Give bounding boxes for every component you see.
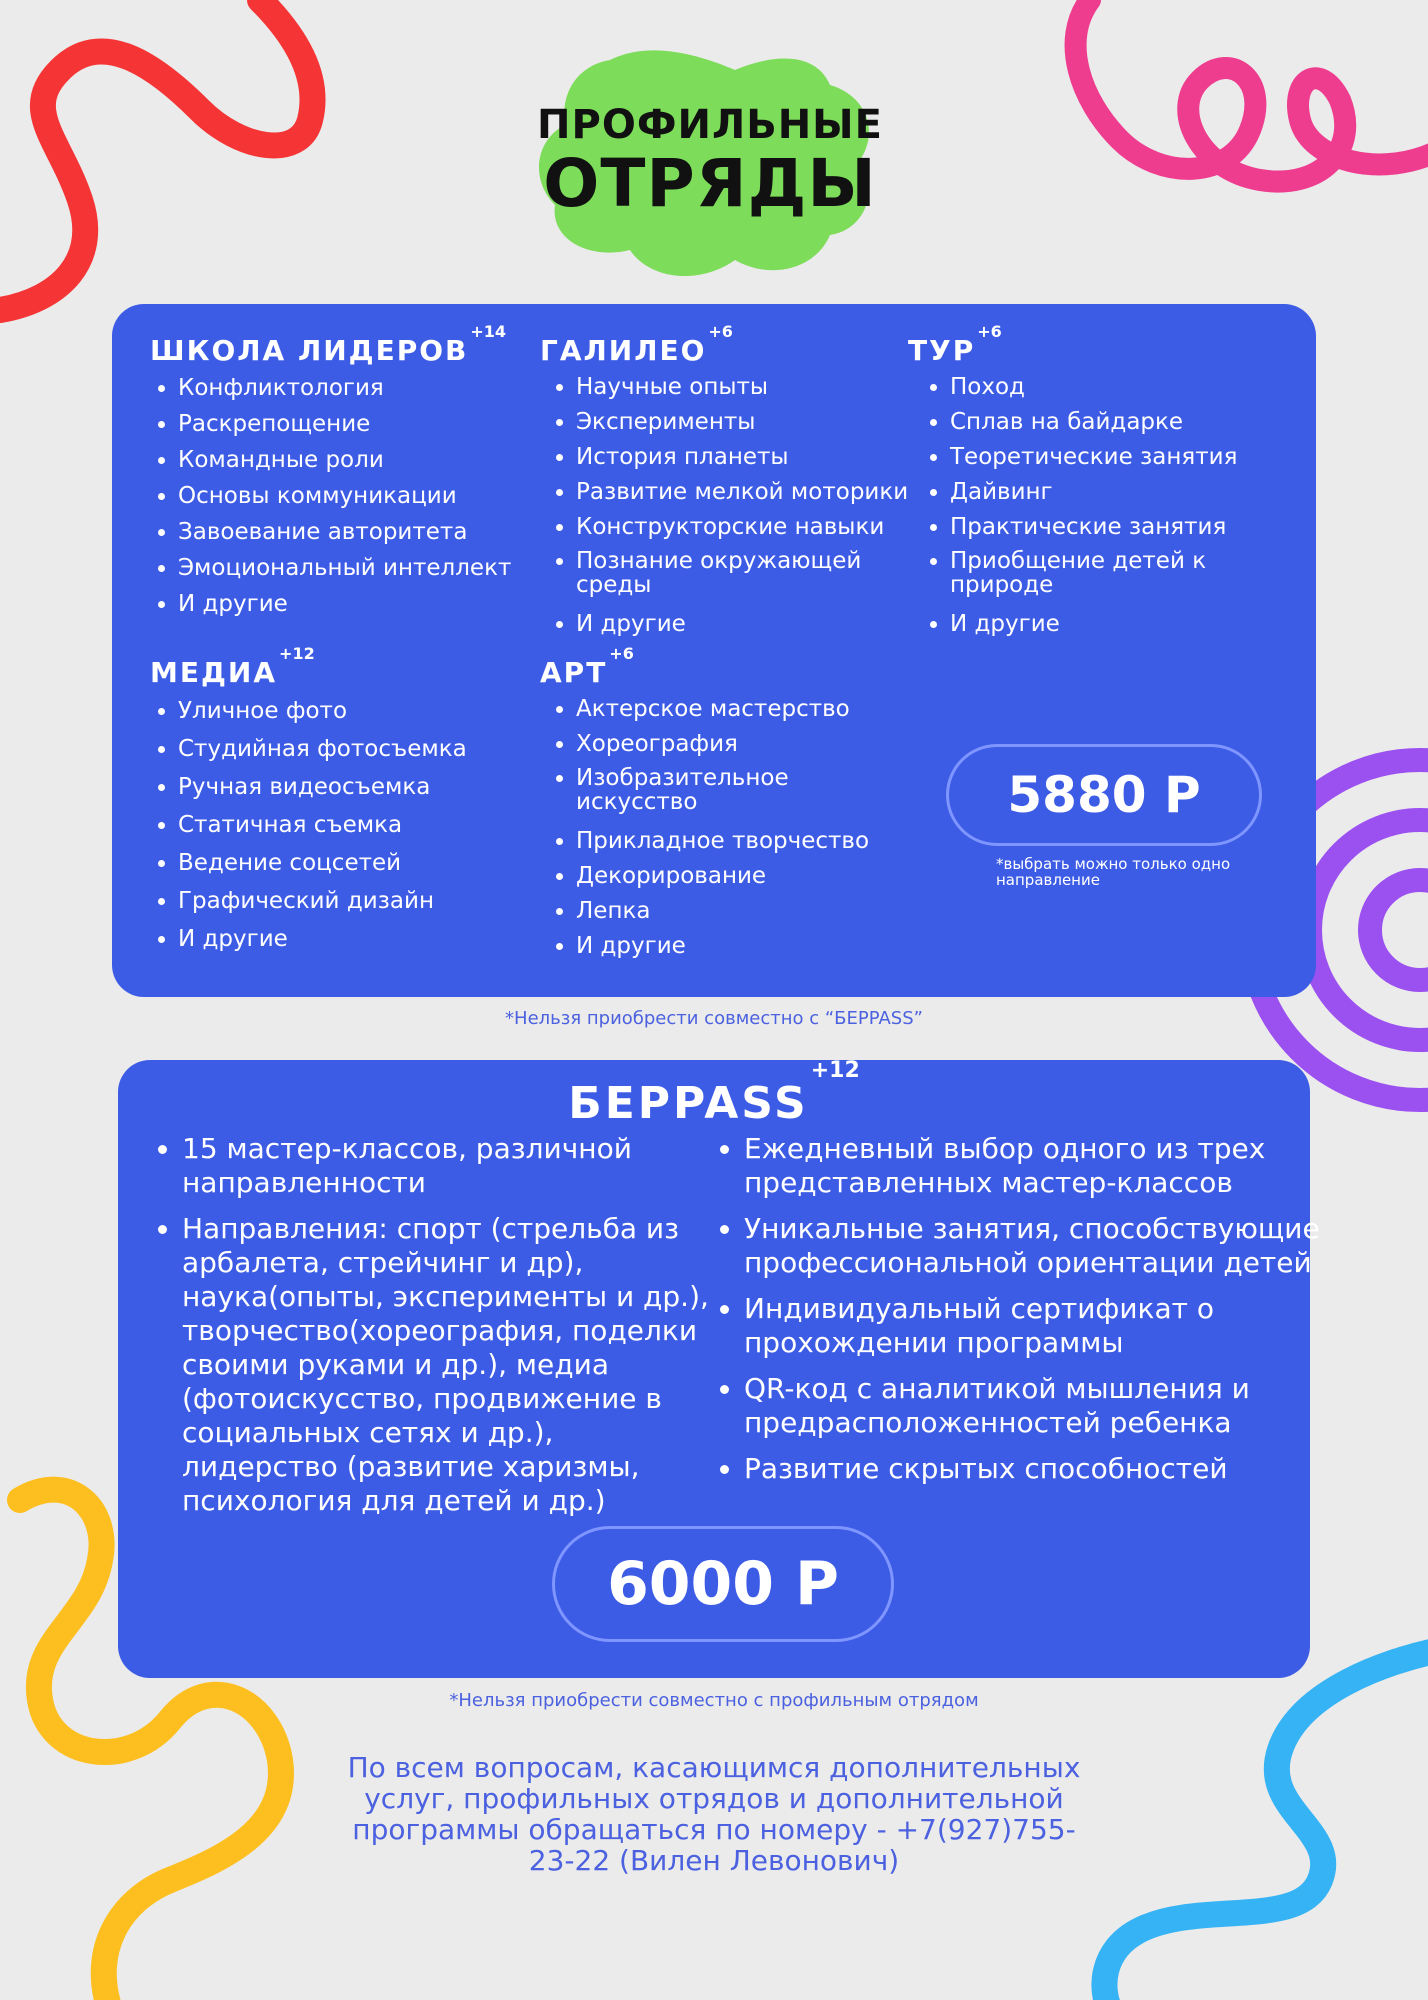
contact-info: По всем вопросам, касающимся дополнительных услуг, профильных отрядов и дополнительной программы обращаться по номеру - +7(927)755-23-22 (Вилен Левонович) <box>347 1751 1081 1877</box>
list-item: • Конструкторские навыки <box>576 510 946 545</box>
list-item: • История планеты <box>576 440 946 475</box>
list-item: • И другие <box>178 586 558 622</box>
list-galileo <box>548 370 946 642</box>
list-item: • Изобразительное искусство <box>576 762 836 814</box>
list-item: • Уличное фото <box>178 692 558 730</box>
section-heading-media: $МЕДИА^{+12}$ <box>150 644 315 689</box>
list-item: • Познание окружающей среды <box>576 545 866 597</box>
list-item: • QR-код с аналитикой мышления и предрасположенностей ребенка <box>744 1372 1324 1440</box>
list-item: • Практические занятия <box>950 510 1280 545</box>
list-item: • Прикладное творчество <box>576 824 946 859</box>
list-item: • Декорирование <box>576 859 946 894</box>
list-item: • Эксперименты <box>576 405 946 440</box>
squads-card <box>112 304 1316 997</box>
list-item: • Развитие мелкой моторики <box>576 475 946 510</box>
title-line-2: ОТРЯДЫ <box>543 145 877 222</box>
list-item: • И другие <box>950 607 1280 642</box>
list-item: • Раскрепощение <box>178 406 558 442</box>
list-item: • Приобщение детей к природе <box>950 545 1230 597</box>
list-item: • Статичная съемка <box>178 806 558 844</box>
squads-price-badge: 5880 Р <box>946 744 1262 846</box>
list-leaders <box>150 370 558 622</box>
list-item: • Индивидуальный сертификат о прохождении программы <box>744 1292 1324 1360</box>
list-item: • Уникальные занятия, способствующие профессиональной ориентации детей <box>744 1212 1324 1280</box>
list-item: • Актерское мастерство <box>576 692 946 727</box>
berpass-note: *Нельзя приобрести совместно с профильным отрядом <box>449 1690 979 1711</box>
list-item: • Лепка <box>576 894 946 929</box>
list-item: • Основы коммуникации <box>178 478 558 514</box>
list-item: • Графический дизайн <box>178 882 558 920</box>
list-item: • Дайвинг <box>950 475 1280 510</box>
list-tour <box>922 370 1280 642</box>
list-item: • Конфликтология <box>178 370 558 406</box>
list-art <box>548 692 946 964</box>
list-item: • Направления: спорт (стрельба из арбалета, стрейчинг и др), наука(опыты, эксперименты и др.), творчество(хореография, поделки своими руками и др.), медиа (фотоискусство, продвижение в социальных сетях и др.), лидерство (развитие харизмы, психология для детей и др.) <box>182 1212 712 1518</box>
list-item: • Завоевание авторитета <box>178 514 558 550</box>
list-item: • Развитие скрытых способностей <box>744 1452 1324 1486</box>
list-item: • Поход <box>950 370 1280 405</box>
berpass-left-list <box>154 1132 712 1530</box>
squads-note: *Нельзя приобрести совместно с “БЕРPASS” <box>505 1008 923 1029</box>
blue-squiggle <box>1104 1650 1428 2000</box>
list-item: • Хореография <box>576 727 946 762</box>
list-item: • Студийная фотосъемка <box>178 730 558 768</box>
list-item: • 15 мастер-классов, различной направленности <box>182 1132 712 1200</box>
list-item: • Командные роли <box>178 442 558 478</box>
list-item: • Сплав на байдарке <box>950 405 1280 440</box>
list-item: • И другие <box>178 920 558 958</box>
section-heading-galileo: $ГАЛИЛЕО^{+6}$ <box>540 322 733 367</box>
list-item: • Ежедневный выбор одного из трех представленных мастер-классов <box>744 1132 1324 1200</box>
red-squiggle <box>0 0 313 310</box>
berpass-right-list <box>716 1132 1324 1498</box>
list-item: • Теоретические занятия <box>950 440 1280 475</box>
list-item: • Эмоциональный интеллект <box>178 550 558 586</box>
price-note: *выбрать можно только одно направление <box>996 855 1231 889</box>
list-item: • И другие <box>576 607 946 642</box>
list-item: • Ведение соцсетей <box>178 844 558 882</box>
berpass-card <box>118 1058 1320 1678</box>
section-heading-art: $АРТ^{+6}$ <box>540 644 634 689</box>
page-title <box>470 40 950 285</box>
title-line-1: ПРОФИЛЬНЫЕ <box>537 102 883 148</box>
berpass-heading: $БЕРPASS^{+12}$ <box>568 1058 860 1129</box>
berpass-price-badge: 6000 Р <box>552 1526 894 1642</box>
section-heading-leaders: ШКОЛА $ЛИДЕРОВ^{+14}$ <box>150 322 507 367</box>
list-media <box>150 692 558 958</box>
list-item: • Научные опыты <box>576 370 946 405</box>
list-item: • Ручная видеосъемка <box>178 768 558 806</box>
pink-squiggle <box>1076 0 1428 182</box>
list-item: • И другие <box>576 929 946 964</box>
section-heading-tour: $ТУР^{+6}$ <box>908 322 1002 367</box>
